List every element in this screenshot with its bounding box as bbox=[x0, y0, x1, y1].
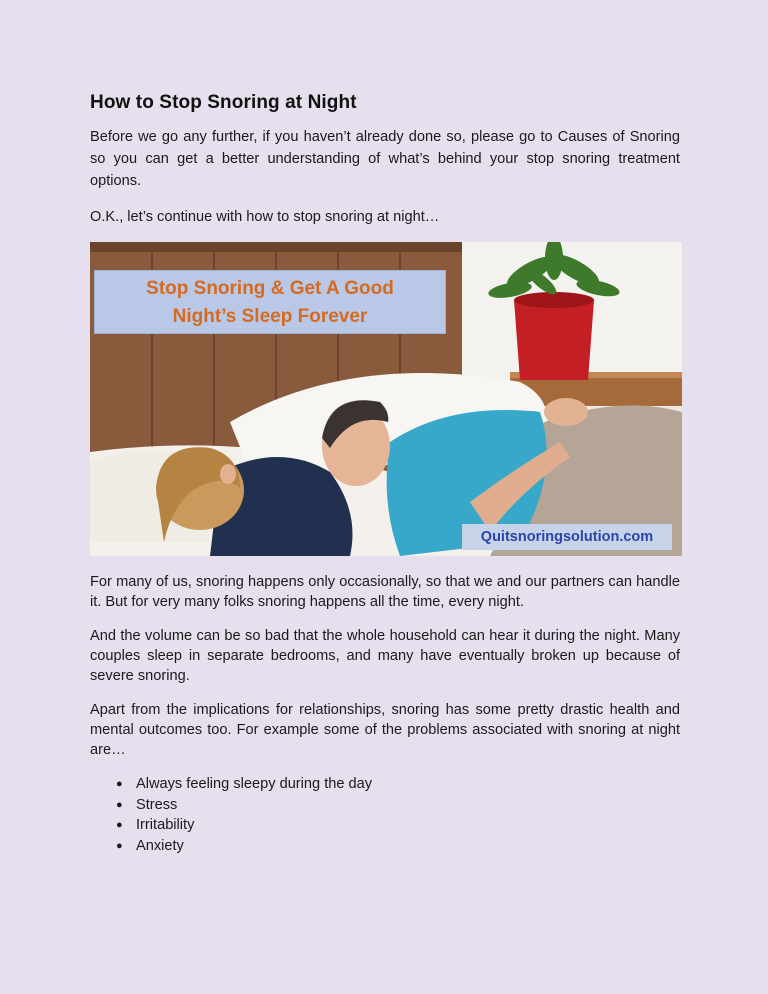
paragraph-continue: O.K., let’s continue with how to stop snoring at night… bbox=[90, 209, 440, 225]
image-watermark: Quitsnoringsolution.com bbox=[462, 524, 672, 550]
article-title: How to Stop Snoring at Night bbox=[90, 92, 357, 113]
bullet-icon: ● bbox=[116, 798, 123, 811]
list-item-text: Always feeling sleepy during the day bbox=[136, 776, 373, 792]
list-item bbox=[116, 815, 680, 836]
list-item-text: Anxiety bbox=[136, 837, 184, 854]
bullet-icon: ● bbox=[116, 839, 123, 852]
document-page bbox=[90, 92, 680, 856]
paragraph-occasional: For many of us, snoring happens only occasionally, so that we and our partners can handle it. But for very many folks snoring happens all the time, every night. bbox=[90, 574, 680, 610]
list-item-text: Stress bbox=[136, 796, 178, 813]
list-item bbox=[116, 774, 680, 795]
bullet-icon: ● bbox=[116, 778, 123, 790]
article-image bbox=[90, 242, 682, 556]
problems-list bbox=[90, 774, 680, 856]
bullet-icon: ● bbox=[116, 819, 123, 831]
paragraph-outcomes: Apart from the implications for relationships, snoring has some pretty drastic health and mental outcomes too. For example some of the problems associated with snoring at night are… bbox=[90, 702, 680, 758]
list-item-text: Irritability bbox=[136, 817, 195, 833]
banner-line-1: Stop Snoring & Get A Good bbox=[146, 278, 394, 299]
paragraph-intro: Before we go any further, if you haven’t already done so, please go to Causes of Snoring so you can get a better understanding of what’s behind your stop snoring treatment options. bbox=[90, 129, 680, 189]
list-item bbox=[116, 795, 680, 816]
image-banner bbox=[94, 270, 446, 334]
banner-line-2: Night’s Sleep Forever bbox=[172, 306, 368, 327]
paragraph-volume: And the volume can be so bad that the whole household can hear it during the night. Many couples sleep in separate bedrooms, and many have eventually broken up because of severe snoring. bbox=[90, 628, 680, 684]
list-item bbox=[116, 836, 680, 857]
